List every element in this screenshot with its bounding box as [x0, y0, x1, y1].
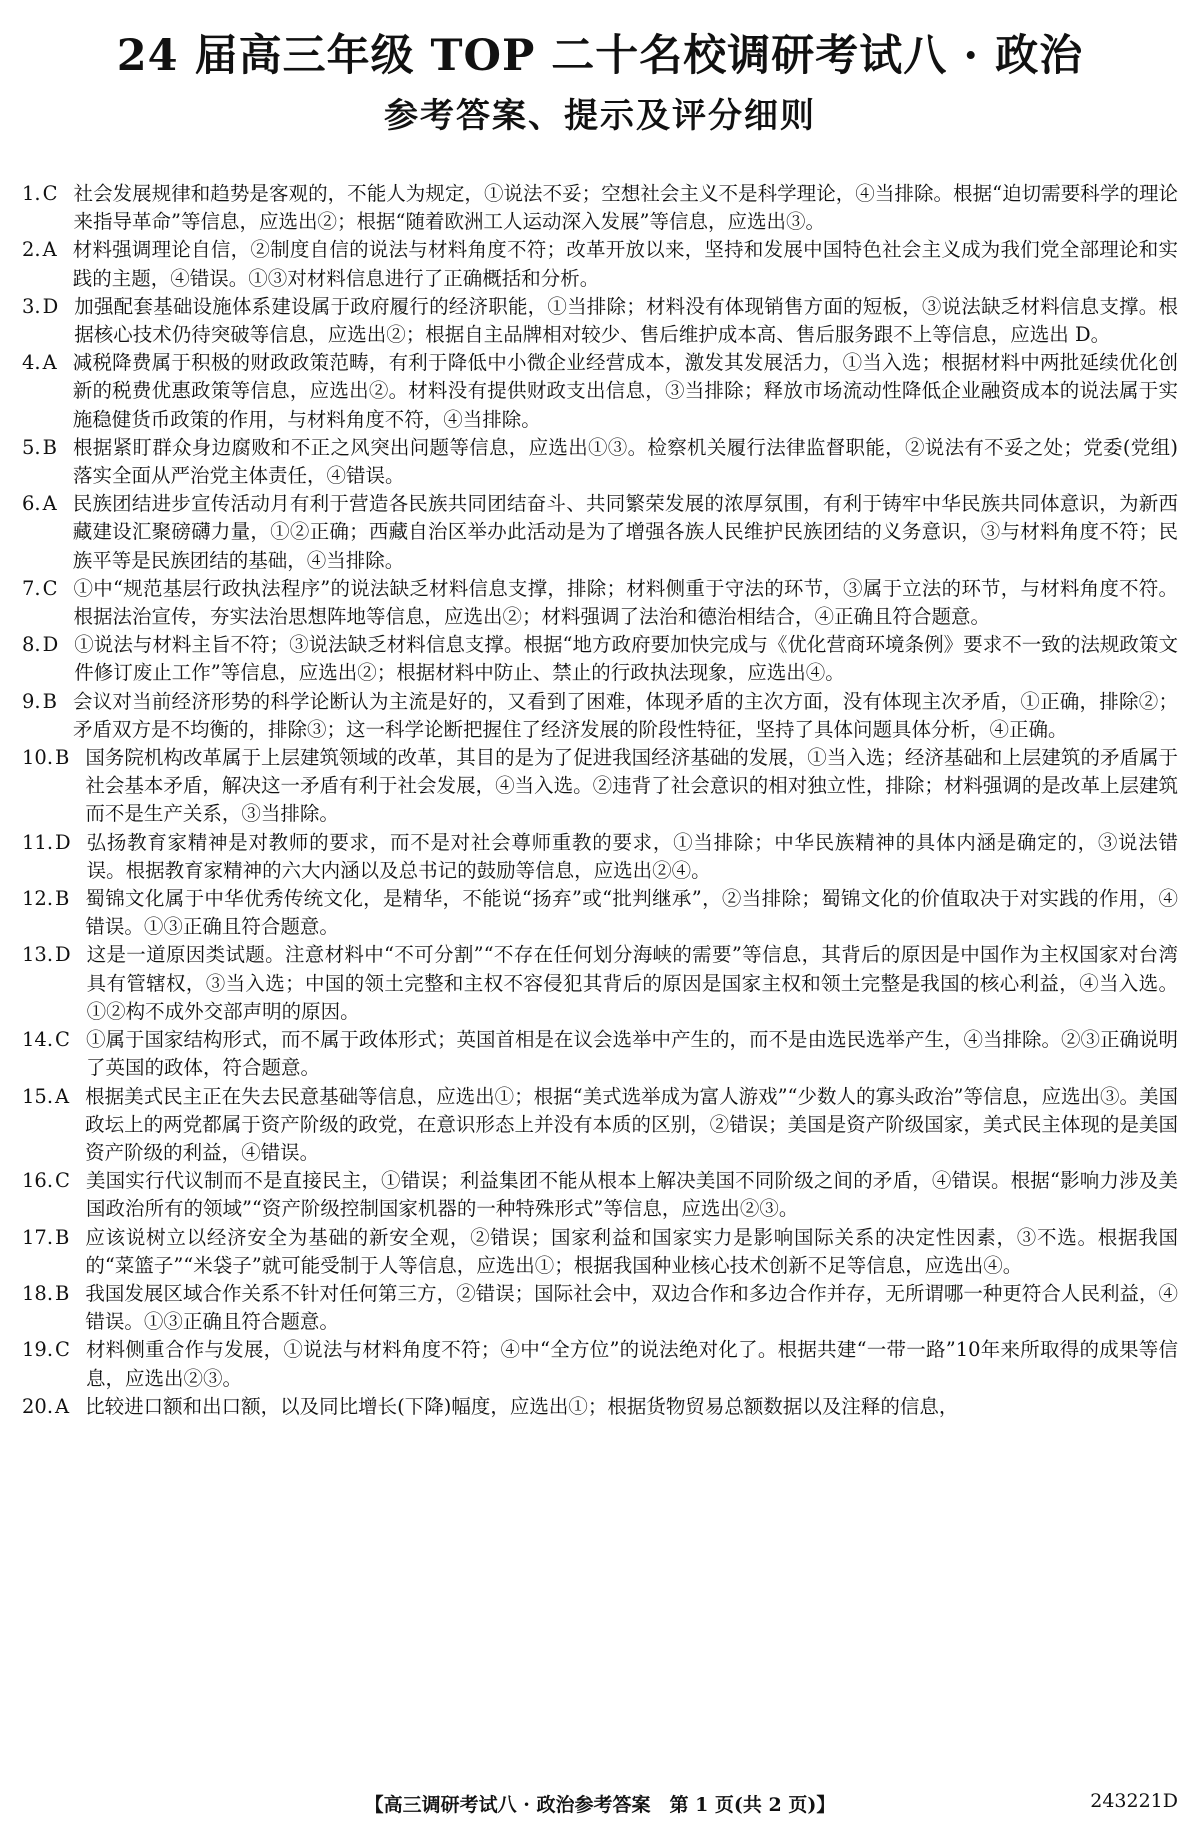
answer-index: 9. [22, 689, 41, 713]
answer-number [22, 941, 87, 1026]
answer-item [22, 829, 1178, 885]
answer-choice: B [55, 746, 70, 770]
page-title: 24 届高三年级 TOP 二十名校调研考试八 · 政治 [116, 31, 1084, 81]
answer-explanation: 蜀锦文化属于中华优秀传统文化，是精华，不能说“扬弃”或“批判继承”，②当排除；蜀锦文化的价值取决于对实践的作用，④错误。①③正确且符合题意。 [85, 887, 1178, 939]
answer-list [22, 180, 1178, 1421]
answer-explanation: 会议对当前经济形势的科学论断认为主流是好的，又看到了困难，体现矛盾的主次方面，没有体现主次矛盾，①正确，排除②；矛盾双方是不均衡的，排除③；这一科学论断把握住了经济发展的阶段性特征，坚持了具体问题具体分析，④正确。 [72, 689, 1178, 741]
answer-number [22, 885, 85, 941]
answer-index: 17. [22, 1225, 54, 1249]
answer-explanation: ①中“规范基层行政执法程序”的说法缺乏材料信息支撑，排除；材料侧重于守法的环节，③属于立法的环节，与材料角度不符。根据法治宣传，夯实法治思想阵地等信息，应选出②；材料强调了法治和德治相结合，④正确且符合题意。 [73, 576, 1178, 629]
answer-item [22, 1083, 1178, 1168]
answer-choice: C [42, 182, 58, 205]
answer-index: 4. [22, 351, 41, 375]
answer-choice: C [55, 1338, 70, 1362]
answer-number [22, 180, 74, 236]
answer-item [22, 1393, 1178, 1421]
answer-explanation: 比较进口额和出口额，以及同比增长(下降)幅度，应选出①；根据货物贸易总额数据以及注释的信息， [85, 1394, 959, 1418]
answer-item [22, 1280, 1178, 1336]
answer-explanation: ①属于国家结构形式，而不属于政体形式；英国首相是在议会选举中产生的，而不是由选民选举产生，④当排除。②③正确说明了英国的政体，符合题意。 [85, 1028, 1178, 1080]
answer-number [22, 1393, 85, 1421]
answer-explanation: 国务院机构改革属于上层建筑领域的改革，其目的是为了促进我国经济基础的发展，①当入选；经济基础和上层建筑的矛盾属于社会基本矛盾，解决这一矛盾有利于社会发展，④当入选。②违背了社会意识的相对独立性，排除；材料强调的是改革上层建筑而不是生产关系，③当排除。 [85, 746, 1178, 826]
answer-choice: A [55, 1084, 70, 1108]
answer-number [22, 293, 74, 349]
answer-item [22, 1167, 1178, 1223]
footer-page-label: 【高三调研考试八 · 政治参考答案 第 1 页(共 2 页)】 [364, 1794, 836, 1816]
answer-index: 19. [22, 1338, 54, 1362]
answer-explanation: 我国发展区域合作关系不针对任何第三方，②错误；国际社会中，双边合作和多边合作并存，无所谓哪一种更符合人民利益，④错误。①③正确且符合题意。 [85, 1281, 1178, 1334]
answer-choice: C [55, 1028, 70, 1052]
page-subtitle: 参考答案、提示及评分细则 [384, 96, 816, 136]
answer-choice: A [55, 1394, 70, 1418]
answer-explanation: 根据紧盯群众身边腐败和不正之风突出问题等信息，应选出①③。检察机关履行法律监督职能，②说法有不妥之处；党委(党组)落实全面从严治党主体责任，④错误。 [72, 435, 1178, 488]
answer-number [22, 1280, 85, 1336]
answer-number [22, 1336, 86, 1392]
answer-choice: D [42, 294, 59, 318]
answer-item [22, 941, 1178, 1026]
answer-number [22, 1026, 86, 1082]
answer-explanation: 应该说树立以经济安全为基础的新安全观，②错误；国家利益和国家实力是影响国际关系的决定性因素，③不选。根据我国的“菜篮子”“米袋子”就可能受制于人等信息，应选出①；根据我国种业核心技术创新不足等信息，应选出④。 [85, 1225, 1178, 1277]
answer-explanation: 弘扬教育家精神是对教师的要求，而不是对社会尊师重教的要求，①当排除；中华民族精神的具体内涵是确定的，③说法错误。根据教育家精神的六大内涵以及总书记的鼓励等信息，应选出②④。 [86, 830, 1178, 882]
answer-choice: B [42, 689, 57, 713]
answer-item [22, 434, 1178, 490]
answer-number [22, 688, 73, 744]
answer-explanation: 材料强调理论自信，②制度自信的说法与材料角度不符；改革开放以来，坚持和发展中国特色社会主义成为我们党全部理论和实践的主题，④错误。①③对材料信息进行了正确概括和分析。 [72, 238, 1178, 290]
answer-explanation: 材料侧重合作与发展，①说法与材料角度不符；④中“全方位”的说法绝对化了。根据共建“一带一路”10年来所取得的成果等信息，应选出②③。 [85, 1338, 1178, 1390]
answer-number [22, 1224, 85, 1280]
answer-choice: B [42, 435, 57, 459]
answer-index: 12. [22, 887, 54, 911]
answer-number [22, 631, 74, 687]
footer-code: 243221D [1090, 1790, 1178, 1812]
answer-choice: A [42, 351, 57, 375]
answer-index: 14. [22, 1028, 54, 1052]
answer-index: 13. [22, 943, 54, 967]
answer-explanation: 这是一道原因类试题。注意材料中“不可分割”“不存在任何划分海峡的需要”等信息，其背后的原因是中国作为主权国家对台湾具有管辖权，③当入选；中国的领土完整和主权不容侵犯其背后的原因是国家主权和领土完整是我国的核心利益，④当入选。①②构不成外交部声明的原因。 [86, 943, 1178, 1023]
answer-number [22, 1167, 86, 1223]
answer-number [22, 349, 73, 434]
answer-explanation: 社会发展规律和趋势是客观的，不能人为规定，①说法不妥；空想社会主义不是科学理论，④当排除。根据“迫切需要科学的理论来指导革命”等信息，应选出②；根据“随着欧洲工人运动深入发展”等信息，应选出③。 [73, 182, 1178, 234]
answer-item [22, 631, 1178, 687]
answer-choice: D [55, 943, 71, 967]
answer-choice: A [42, 238, 57, 262]
answer-choice: B [55, 887, 70, 911]
answer-index: 10. [22, 746, 54, 770]
answer-item [22, 293, 1178, 349]
answer-item [22, 1336, 1178, 1392]
answer-index: 2. [22, 238, 41, 262]
answer-item [22, 688, 1178, 744]
answer-index: 18. [22, 1281, 54, 1305]
answer-index: 15. [22, 1084, 54, 1108]
answer-choice: C [42, 576, 58, 600]
answer-explanation: 加强配套基础设施体系建设属于政府履行的经济职能，①当排除；材料没有体现销售方面的短板，③说法缺乏材料信息支撑。根据核心技术仍待突破等信息，应选出②；根据自主品牌相对较少、售后维护成本高、售后服务跟不上等信息，应选出 D。 [74, 294, 1178, 347]
answer-item [22, 180, 1178, 236]
answer-item [22, 744, 1178, 829]
answer-index: 1. [22, 182, 41, 205]
answer-explanation: 美国实行代议制而不是直接民主，①错误；利益集团不能从根本上解决美国不同阶级之间的矛盾，④错误。根据“影响力涉及美国政治所有的领域”“资产阶级控制国家机器的一种特殊形式”等信息，应选出②③。 [85, 1169, 1178, 1221]
answer-choice: B [55, 1225, 70, 1249]
page-footer [0, 1790, 1200, 1820]
answer-index: 5. [22, 435, 41, 459]
answer-item [22, 1026, 1178, 1082]
answer-item [22, 490, 1178, 575]
answer-explanation: 减税降费属于积极的财政政策范畴，有利于降低中小微企业经营成本，激发其发展活力，①当入选；根据材料中两批延续优化创新的税费优惠政策等信息，应选出②。材料没有提供财政支出信息，③当排除；释放市场流动性降低企业融资成本的说法属于实施稳健货币政策的作用，与材料角度不符，④当排除。 [72, 351, 1178, 431]
answer-number [22, 1083, 85, 1168]
answer-explanation: 民族团结进步宣传活动月有利于营造各民族共同团结奋斗、共同繁荣发展的浓厚氛围，有利于铸牢中华民族共同体意识，为新西藏建设汇聚磅礴力量，①②正确；西藏自治区举办此活动是为了增强各族人民维护民族团结的义务意识，③与材料角度不符；民族平等是民族团结的基础，④当排除。 [72, 492, 1178, 572]
answer-choice: C [55, 1169, 70, 1193]
answer-item [22, 885, 1178, 941]
answer-choice: D [55, 830, 71, 854]
answer-number [22, 490, 73, 575]
answer-index: 16. [22, 1169, 54, 1193]
answer-index: 3. [22, 294, 41, 318]
answer-index: 20. [22, 1394, 54, 1418]
answer-number [22, 829, 87, 885]
answer-number [22, 575, 74, 631]
answer-index: 7. [22, 576, 41, 600]
answer-item [22, 575, 1178, 631]
answer-number [22, 744, 85, 829]
answer-choice: D [42, 633, 59, 657]
answer-choice: B [55, 1281, 70, 1305]
answer-number [22, 236, 73, 292]
answer-index: 11. [22, 830, 54, 854]
answer-explanation: 根据美式民主正在失去民意基础等信息，应选出①；根据“美式选举成为富人游戏”“少数人的寡头政治”等信息，应选出③。美国政坛上的两党都属于资产阶级的政党，在意识形态上并没有本质的区别，②错误；美国是资产阶级国家，美式民主体现的是美国资产阶级的利益，④错误。 [85, 1084, 1178, 1164]
answer-index: 6. [22, 492, 41, 516]
answer-item [22, 236, 1178, 292]
answer-item [22, 1224, 1178, 1280]
answer-explanation: ①说法与材料主旨不符；③说法缺乏材料信息支撑。根据“地方政府要加快完成与《优化营商环境条例》要求不一致的法规政策文件修订废止工作”等信息，应选出②；根据材料中防止、禁止的行政执法现象，应选出④。 [74, 633, 1178, 685]
answer-index: 8. [22, 633, 41, 657]
answer-item [22, 349, 1178, 434]
answer-choice: A [42, 492, 57, 516]
answer-number [22, 434, 73, 490]
